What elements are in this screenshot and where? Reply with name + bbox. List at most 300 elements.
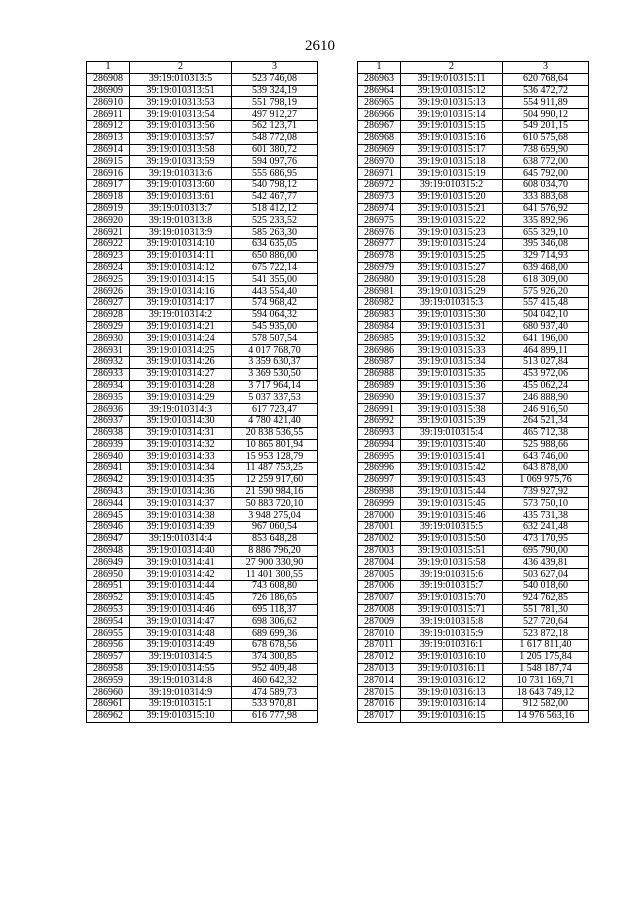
cadastral-number-cell: 39:19:010315:70 (401, 592, 503, 604)
cadastral-number-cell: 39:19:010315:12 (401, 85, 503, 97)
value-cell: 503 627,04 (503, 569, 589, 581)
row-number-cell: 286911 (87, 109, 130, 121)
cadastral-number-cell: 39:19:010314:24 (130, 333, 232, 345)
value-cell: 1 069 975,76 (503, 474, 589, 486)
value-cell: 601 380,72 (232, 144, 318, 156)
cadastral-number-cell: 39:19:010314:31 (130, 427, 232, 439)
table-row (87, 309, 318, 321)
row-number-cell: 286943 (87, 486, 130, 498)
cadastral-number-cell: 39:19:010314:46 (130, 604, 232, 616)
row-number-cell: 286998 (358, 486, 401, 498)
header-cell-cadastral: 2 (401, 62, 503, 74)
value-cell: 460 642,32 (232, 675, 318, 687)
value-cell: 3 717 964,14 (232, 380, 318, 392)
cadastral-number-cell: 39:19:010313:60 (130, 179, 232, 191)
value-cell: 541 355,00 (232, 274, 318, 286)
cadastral-number-cell: 39:19:010314:5 (130, 651, 232, 663)
value-cell: 610 575,68 (503, 132, 589, 144)
table-row (87, 710, 318, 722)
value-cell: 924 762,85 (503, 592, 589, 604)
row-number-cell: 286989 (358, 380, 401, 392)
table-row (87, 533, 318, 545)
table-row (87, 640, 318, 652)
value-cell: 695 790,00 (503, 545, 589, 557)
row-number-cell: 286969 (358, 144, 401, 156)
row-number-cell: 286933 (87, 368, 130, 380)
value-cell: 536 472,72 (503, 85, 589, 97)
row-number-cell: 287011 (358, 640, 401, 652)
cadastral-number-cell: 39:19:010314:35 (130, 474, 232, 486)
table-row (358, 427, 589, 439)
cadastral-number-cell: 39:19:010315:58 (401, 557, 503, 569)
row-number-cell: 286936 (87, 404, 130, 416)
cadastral-number-cell: 39:19:010315:51 (401, 545, 503, 557)
table-row (87, 227, 318, 239)
row-number-cell: 286961 (87, 699, 130, 711)
table-row (358, 663, 589, 675)
cadastral-number-cell: 39:19:010315:34 (401, 356, 503, 368)
table-row (358, 309, 589, 321)
value-cell: 675 722,14 (232, 262, 318, 274)
cadastral-number-cell: 39:19:010315:11 (401, 73, 503, 85)
value-cell: 573 750,10 (503, 498, 589, 510)
row-number-cell: 286960 (87, 687, 130, 699)
row-number-cell: 286983 (358, 309, 401, 321)
row-number-cell: 286953 (87, 604, 130, 616)
row-number-cell: 287008 (358, 604, 401, 616)
value-cell: 650 886,00 (232, 250, 318, 262)
row-number-cell: 287001 (358, 522, 401, 534)
table-row (87, 687, 318, 699)
row-number-cell: 287007 (358, 592, 401, 604)
cadastral-number-cell: 39:19:010315:33 (401, 345, 503, 357)
table-row (87, 569, 318, 581)
table-row (87, 179, 318, 191)
value-cell: 912 582,00 (503, 699, 589, 711)
cadastral-number-cell: 39:19:010315:10 (130, 710, 232, 722)
row-number-cell: 287004 (358, 557, 401, 569)
cadastral-number-cell: 39:19:010314:26 (130, 356, 232, 368)
table-row (87, 510, 318, 522)
row-number-cell: 286981 (358, 286, 401, 298)
row-number-cell: 286958 (87, 663, 130, 675)
value-cell: 967 060,54 (232, 522, 318, 534)
cadastral-number-cell: 39:19:010315:50 (401, 533, 503, 545)
row-number-cell: 287012 (358, 651, 401, 663)
row-number-cell: 286974 (358, 203, 401, 215)
table-row (87, 651, 318, 663)
row-number-cell: 286949 (87, 557, 130, 569)
value-cell: 374 300,85 (232, 651, 318, 663)
cadastral-number-cell: 39:19:010315:30 (401, 309, 503, 321)
row-number-cell: 286967 (358, 120, 401, 132)
value-cell: 513 027,84 (503, 356, 589, 368)
row-number-cell: 286938 (87, 427, 130, 439)
table-row (358, 297, 589, 309)
cadastral-number-cell: 39:19:010314:27 (130, 368, 232, 380)
table-row (358, 533, 589, 545)
cadastral-number-cell: 39:19:010314:40 (130, 545, 232, 557)
row-number-cell: 286968 (358, 132, 401, 144)
value-cell: 525 233,52 (232, 215, 318, 227)
value-cell: 542 467,77 (232, 191, 318, 203)
table-row (87, 286, 318, 298)
table-row (87, 85, 318, 97)
cadastral-number-cell: 39:19:010315:15 (401, 120, 503, 132)
row-number-cell: 286942 (87, 474, 130, 486)
table-row (358, 274, 589, 286)
row-number-cell: 286988 (358, 368, 401, 380)
table-row (358, 168, 589, 180)
table-row (87, 522, 318, 534)
table-row (358, 179, 589, 191)
table-row (87, 203, 318, 215)
row-number-cell: 286987 (358, 356, 401, 368)
row-number-cell: 286910 (87, 97, 130, 109)
header-cell-number: 1 (87, 62, 130, 74)
table-row (87, 663, 318, 675)
table-row (87, 592, 318, 604)
cadastral-number-cell: 39:19:010313:54 (130, 109, 232, 121)
table-row (358, 156, 589, 168)
value-cell: 554 911,89 (503, 97, 589, 109)
header-cell-cadastral: 2 (130, 62, 232, 74)
table-row (87, 262, 318, 274)
table-row (87, 498, 318, 510)
cadastral-number-cell: 39:19:010314:36 (130, 486, 232, 498)
table-row (358, 203, 589, 215)
right-table-body (358, 73, 589, 722)
table-row (87, 474, 318, 486)
table-row (358, 85, 589, 97)
row-number-cell: 286946 (87, 522, 130, 534)
value-cell: 21 590 984,16 (232, 486, 318, 498)
value-cell: 3 948 275,04 (232, 510, 318, 522)
cadastral-number-cell: 39:19:010314:42 (130, 569, 232, 581)
cadastral-number-cell: 39:19:010315:31 (401, 321, 503, 333)
table-row (87, 545, 318, 557)
left-table (86, 61, 318, 723)
row-number-cell: 286924 (87, 262, 130, 274)
row-number-cell: 287002 (358, 533, 401, 545)
value-cell: 27 900 330,90 (232, 557, 318, 569)
value-cell: 8 886 796,20 (232, 545, 318, 557)
row-number-cell: 287010 (358, 628, 401, 640)
row-number-cell: 286955 (87, 628, 130, 640)
value-cell: 689 699,36 (232, 628, 318, 640)
cadastral-number-cell: 39:19:010315:17 (401, 144, 503, 156)
table-row (358, 498, 589, 510)
value-cell: 465 712,38 (503, 427, 589, 439)
row-number-cell: 286945 (87, 510, 130, 522)
cadastral-number-cell: 39:19:010316:1 (401, 640, 503, 652)
table-row (358, 73, 589, 85)
header-cell-value: 3 (232, 62, 318, 74)
table-row (358, 439, 589, 451)
value-cell: 4 017 768,70 (232, 345, 318, 357)
row-number-cell: 286984 (358, 321, 401, 333)
table-row (358, 651, 589, 663)
table-row (358, 486, 589, 498)
value-cell: 643 746,00 (503, 451, 589, 463)
row-number-cell: 287000 (358, 510, 401, 522)
row-number-cell: 286932 (87, 356, 130, 368)
table-row (358, 392, 589, 404)
cadastral-number-cell: 39:19:010315:20 (401, 191, 503, 203)
table-row (87, 356, 318, 368)
table-row (358, 132, 589, 144)
row-number-cell: 287017 (358, 710, 401, 722)
table-row (358, 380, 589, 392)
table-row (87, 132, 318, 144)
cadastral-number-cell: 39:19:010316:14 (401, 699, 503, 711)
value-cell: 523 872,18 (503, 628, 589, 640)
value-cell: 264 521,34 (503, 415, 589, 427)
row-number-cell: 286970 (358, 156, 401, 168)
value-cell: 575 926,20 (503, 286, 589, 298)
left-table-body (87, 73, 318, 722)
row-number-cell: 287016 (358, 699, 401, 711)
cadastral-number-cell: 39:19:010315:71 (401, 604, 503, 616)
row-number-cell: 286952 (87, 592, 130, 604)
row-number-cell: 286956 (87, 640, 130, 652)
table-row (87, 274, 318, 286)
table-row (87, 156, 318, 168)
cadastral-number-cell: 39:19:010313:58 (130, 144, 232, 156)
cadastral-number-cell: 39:19:010315:22 (401, 215, 503, 227)
cadastral-number-cell: 39:19:010314:21 (130, 321, 232, 333)
value-cell: 436 439,81 (503, 557, 589, 569)
cadastral-number-cell: 39:19:010314:25 (130, 345, 232, 357)
row-number-cell: 286920 (87, 215, 130, 227)
row-number-cell: 286980 (358, 274, 401, 286)
table-row (358, 710, 589, 722)
cadastral-number-cell: 39:19:010313:51 (130, 85, 232, 97)
table-row (358, 628, 589, 640)
table-row (87, 581, 318, 593)
cadastral-number-cell: 39:19:010314:15 (130, 274, 232, 286)
row-number-cell: 287005 (358, 569, 401, 581)
cadastral-number-cell: 39:19:010315:46 (401, 510, 503, 522)
table-row (358, 451, 589, 463)
cadastral-number-cell: 39:19:010314:11 (130, 250, 232, 262)
value-cell: 5 037 337,53 (232, 392, 318, 404)
value-cell: 695 118,37 (232, 604, 318, 616)
table-row (358, 368, 589, 380)
table-row (358, 510, 589, 522)
table-row (358, 640, 589, 652)
cadastral-number-cell: 39:19:010314:17 (130, 297, 232, 309)
cadastral-number-cell: 39:19:010315:36 (401, 380, 503, 392)
row-number-cell: 286930 (87, 333, 130, 345)
row-number-cell: 286991 (358, 404, 401, 416)
cadastral-number-cell: 39:19:010315:24 (401, 238, 503, 250)
value-cell: 578 507,54 (232, 333, 318, 345)
value-cell: 594 097,76 (232, 156, 318, 168)
header-cell-number: 1 (358, 62, 401, 74)
value-cell: 533 970,81 (232, 699, 318, 711)
table-row (358, 333, 589, 345)
table-row (358, 557, 589, 569)
table-row (87, 557, 318, 569)
table-row (358, 522, 589, 534)
row-number-cell: 286916 (87, 168, 130, 180)
cadastral-number-cell: 39:19:010315:41 (401, 451, 503, 463)
value-cell: 557 415,48 (503, 297, 589, 309)
right-table (357, 61, 589, 723)
table-row (87, 486, 318, 498)
cadastral-number-cell: 39:19:010316:15 (401, 710, 503, 722)
cadastral-number-cell: 39:19:010314:55 (130, 663, 232, 675)
row-number-cell: 286993 (358, 427, 401, 439)
table-row (358, 592, 589, 604)
cadastral-number-cell: 39:19:010315:8 (401, 616, 503, 628)
cadastral-number-cell: 39:19:010314:33 (130, 451, 232, 463)
value-cell: 551 781,30 (503, 604, 589, 616)
value-cell: 523 746,08 (232, 73, 318, 85)
cadastral-number-cell: 39:19:010315:43 (401, 474, 503, 486)
value-cell: 527 720,64 (503, 616, 589, 628)
row-number-cell: 286948 (87, 545, 130, 557)
table-row (87, 321, 318, 333)
row-number-cell: 286941 (87, 463, 130, 475)
value-cell: 246 888,90 (503, 392, 589, 404)
value-cell: 18 643 749,12 (503, 687, 589, 699)
table-row (87, 415, 318, 427)
cadastral-number-cell: 39:19:010314:4 (130, 533, 232, 545)
cadastral-number-cell: 39:19:010316:10 (401, 651, 503, 663)
row-number-cell: 286990 (358, 392, 401, 404)
row-number-cell: 286994 (358, 439, 401, 451)
cadastral-number-cell: 39:19:010315:28 (401, 274, 503, 286)
row-number-cell: 286959 (87, 675, 130, 687)
cadastral-number-cell: 39:19:010315:38 (401, 404, 503, 416)
row-number-cell: 286971 (358, 168, 401, 180)
row-number-cell: 286947 (87, 533, 130, 545)
value-cell: 474 589,73 (232, 687, 318, 699)
table-row (87, 250, 318, 262)
cadastral-number-cell: 39:19:010314:10 (130, 238, 232, 250)
cadastral-number-cell: 39:19:010315:29 (401, 286, 503, 298)
cadastral-number-cell: 39:19:010315:14 (401, 109, 503, 121)
row-number-cell: 286964 (358, 85, 401, 97)
cadastral-number-cell: 39:19:010316:13 (401, 687, 503, 699)
value-cell: 50 883 720,10 (232, 498, 318, 510)
table-row (87, 238, 318, 250)
cadastral-number-cell: 39:19:010315:2 (401, 179, 503, 191)
table-row (87, 404, 318, 416)
cadastral-number-cell: 39:19:010315:3 (401, 297, 503, 309)
table-row (87, 120, 318, 132)
value-cell: 246 916,50 (503, 404, 589, 416)
value-cell: 333 883,68 (503, 191, 589, 203)
table-row (358, 120, 589, 132)
table-row (87, 699, 318, 711)
cadastral-number-cell: 39:19:010314:3 (130, 404, 232, 416)
cadastral-number-cell: 39:19:010314:48 (130, 628, 232, 640)
row-number-cell: 286923 (87, 250, 130, 262)
cadastral-number-cell: 39:19:010315:25 (401, 250, 503, 262)
row-number-cell: 286931 (87, 345, 130, 357)
row-number-cell: 286928 (87, 309, 130, 321)
cadastral-number-cell: 39:19:010315:21 (401, 203, 503, 215)
table-row (87, 675, 318, 687)
cadastral-number-cell: 39:19:010315:4 (401, 427, 503, 439)
cadastral-number-cell: 39:19:010315:13 (401, 97, 503, 109)
row-number-cell: 286927 (87, 297, 130, 309)
value-cell: 638 772,00 (503, 156, 589, 168)
value-cell: 853 648,28 (232, 533, 318, 545)
row-number-cell: 286962 (87, 710, 130, 722)
value-cell: 453 972,06 (503, 368, 589, 380)
row-number-cell: 287015 (358, 687, 401, 699)
value-cell: 540 018,60 (503, 581, 589, 593)
cadastral-number-cell: 39:19:010315:18 (401, 156, 503, 168)
value-cell: 525 988,66 (503, 439, 589, 451)
row-number-cell: 286934 (87, 380, 130, 392)
value-cell: 952 409,48 (232, 663, 318, 675)
cadastral-number-cell: 39:19:010315:23 (401, 227, 503, 239)
table-row (87, 392, 318, 404)
table-row (87, 333, 318, 345)
row-number-cell: 286982 (358, 297, 401, 309)
value-cell: 10 865 801,94 (232, 439, 318, 451)
row-number-cell: 286922 (87, 238, 130, 250)
table-row (358, 191, 589, 203)
value-cell: 574 968,42 (232, 297, 318, 309)
row-number-cell: 286908 (87, 73, 130, 85)
cadastral-number-cell: 39:19:010314:2 (130, 309, 232, 321)
row-number-cell: 286973 (358, 191, 401, 203)
table-row (358, 675, 589, 687)
value-cell: 3 359 630,37 (232, 356, 318, 368)
value-cell: 616 777,98 (232, 710, 318, 722)
cadastral-number-cell: 39:19:010313:61 (130, 191, 232, 203)
row-number-cell: 286918 (87, 191, 130, 203)
row-number-cell: 286986 (358, 345, 401, 357)
cadastral-number-cell: 39:19:010314:16 (130, 286, 232, 298)
table-row (358, 356, 589, 368)
cadastral-number-cell: 39:19:010315:39 (401, 415, 503, 427)
cadastral-number-cell: 39:19:010314:39 (130, 522, 232, 534)
row-number-cell: 287014 (358, 675, 401, 687)
value-cell: 617 723,47 (232, 404, 318, 416)
cadastral-number-cell: 39:19:010314:47 (130, 616, 232, 628)
value-cell: 10 731 169,71 (503, 675, 589, 687)
value-cell: 726 186,65 (232, 592, 318, 604)
value-cell: 335 892,96 (503, 215, 589, 227)
row-number-cell: 287013 (358, 663, 401, 675)
value-cell: 738 659,90 (503, 144, 589, 156)
value-cell: 585 263,30 (232, 227, 318, 239)
row-number-cell: 287009 (358, 616, 401, 628)
table-row (87, 368, 318, 380)
table-row (87, 191, 318, 203)
cadastral-number-cell: 39:19:010313:5 (130, 73, 232, 85)
row-number-cell: 286937 (87, 415, 130, 427)
cadastral-number-cell: 39:19:010314:28 (130, 380, 232, 392)
header-cell-value: 3 (503, 62, 589, 74)
table-row (358, 321, 589, 333)
cadastral-number-cell: 39:19:010315:5 (401, 522, 503, 534)
row-number-cell: 286919 (87, 203, 130, 215)
row-number-cell: 286999 (358, 498, 401, 510)
value-cell: 14 976 563,16 (503, 710, 589, 722)
table-row (87, 144, 318, 156)
table-row (87, 463, 318, 475)
table-row (87, 73, 318, 85)
table-row (87, 215, 318, 227)
